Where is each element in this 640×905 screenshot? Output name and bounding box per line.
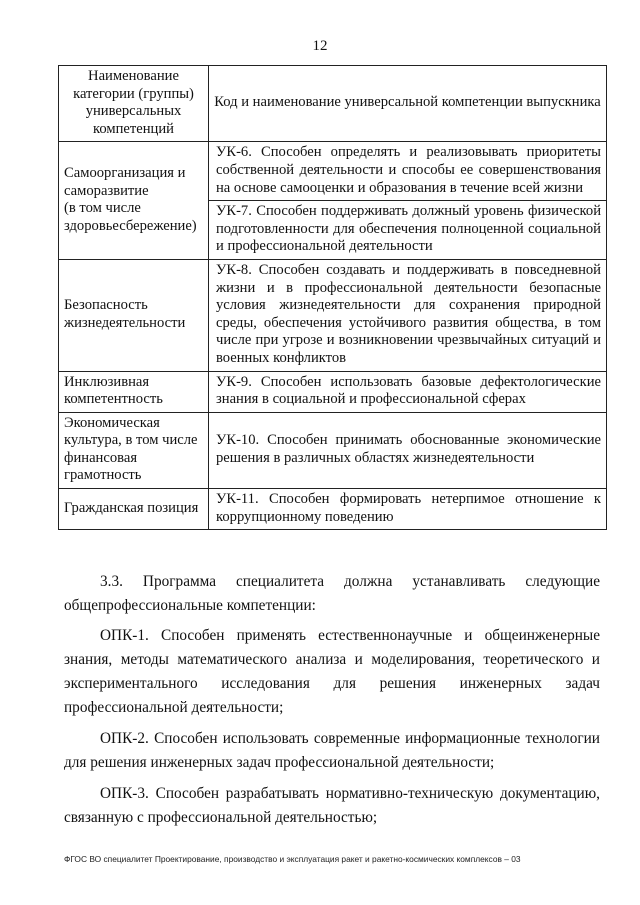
- table-row: [59, 142, 607, 201]
- document-footer: ФГОС ВО специалитет Проектирование, производство и эксплуатация ракет и ракетно-космических комплексов – 03: [64, 854, 521, 864]
- category-line: Самоорганизация и саморазвитие: [64, 164, 186, 199]
- category-line: Безопасность жизнедеятельности: [64, 297, 186, 331]
- category-cell: [59, 489, 209, 530]
- table-header-row: [59, 66, 607, 142]
- category-cell: [59, 259, 209, 371]
- category-line: (в том числе здоровьесбережение): [64, 200, 197, 234]
- competency-cell: УК-11. Способен формировать нетерпимое отношение к коррупционному поведению: [209, 489, 607, 530]
- table-row: [59, 489, 607, 530]
- competency-cell: УК-9. Способен использовать базовые дефектологические знания в социальной и профессиональной сферах: [209, 371, 607, 412]
- competency-cell: УК-6. Способен определять и реализовывать приоритеты собственной деятельности и способы ее совершенствования на основе самооценки и образования в течение всей жизни: [209, 142, 607, 201]
- page-number: 12: [312, 38, 328, 54]
- paragraph-opk-2: ОПК-2. Способен использовать современные информационные технологии для решения инженерных задач профессиональной деятельности;: [64, 730, 600, 771]
- table-row: [59, 371, 607, 412]
- paragraph-opk-3: ОПК-3. Способен разрабатывать нормативно-техническую документацию, связанную с профессиональной деятельностью;: [64, 785, 600, 826]
- table-row: [59, 412, 607, 488]
- header-competency: Код и наименование универсальной компетенции выпускника: [209, 66, 607, 142]
- category-line: Гражданская позиция: [64, 499, 199, 516]
- paragraph-opk-1: ОПК-1. Способен применять естественнонаучные и общеинженерные знания, методы математического анализа и моделирования, теоретического и экспериментального исследования для решения инженерных задач профессиональной деятельности;: [64, 627, 600, 716]
- paragraph-section-3-3: 3.3. Программа специалитета должна устанавливать следующие общепрофессиональные компетенции:: [64, 573, 600, 614]
- table-row: [59, 259, 607, 371]
- competency-table: [58, 65, 607, 530]
- header-category: Наименование категории (группы) универсальных компетенций: [59, 66, 209, 142]
- competency-cell: УК-10. Способен принимать обоснованные экономические решения в различных областях жизнедеятельности: [209, 412, 607, 488]
- competency-cell: УК-7. Способен поддерживать должный уровень физической подготовленности для обеспечения полноценной социальной и профессиональной деятельности: [209, 201, 607, 260]
- category-line: Инклюзивная компетентность: [64, 373, 163, 408]
- category-cell: [59, 412, 209, 488]
- category-cell: [59, 142, 209, 260]
- category-line: Экономическая культура, в том числе финансовая грамотность: [64, 414, 198, 484]
- competency-cell: УК-8. Способен создавать и поддерживать в повседневной жизни и в профессиональной деятельности безопасные условия жизнедеятельности для сохранения природной среды, обеспечения устойчивого развития общества, в том числе при угрозе и возникновении чрезвычайных ситуаций и военных конфликтов: [209, 259, 607, 371]
- category-cell: [59, 371, 209, 412]
